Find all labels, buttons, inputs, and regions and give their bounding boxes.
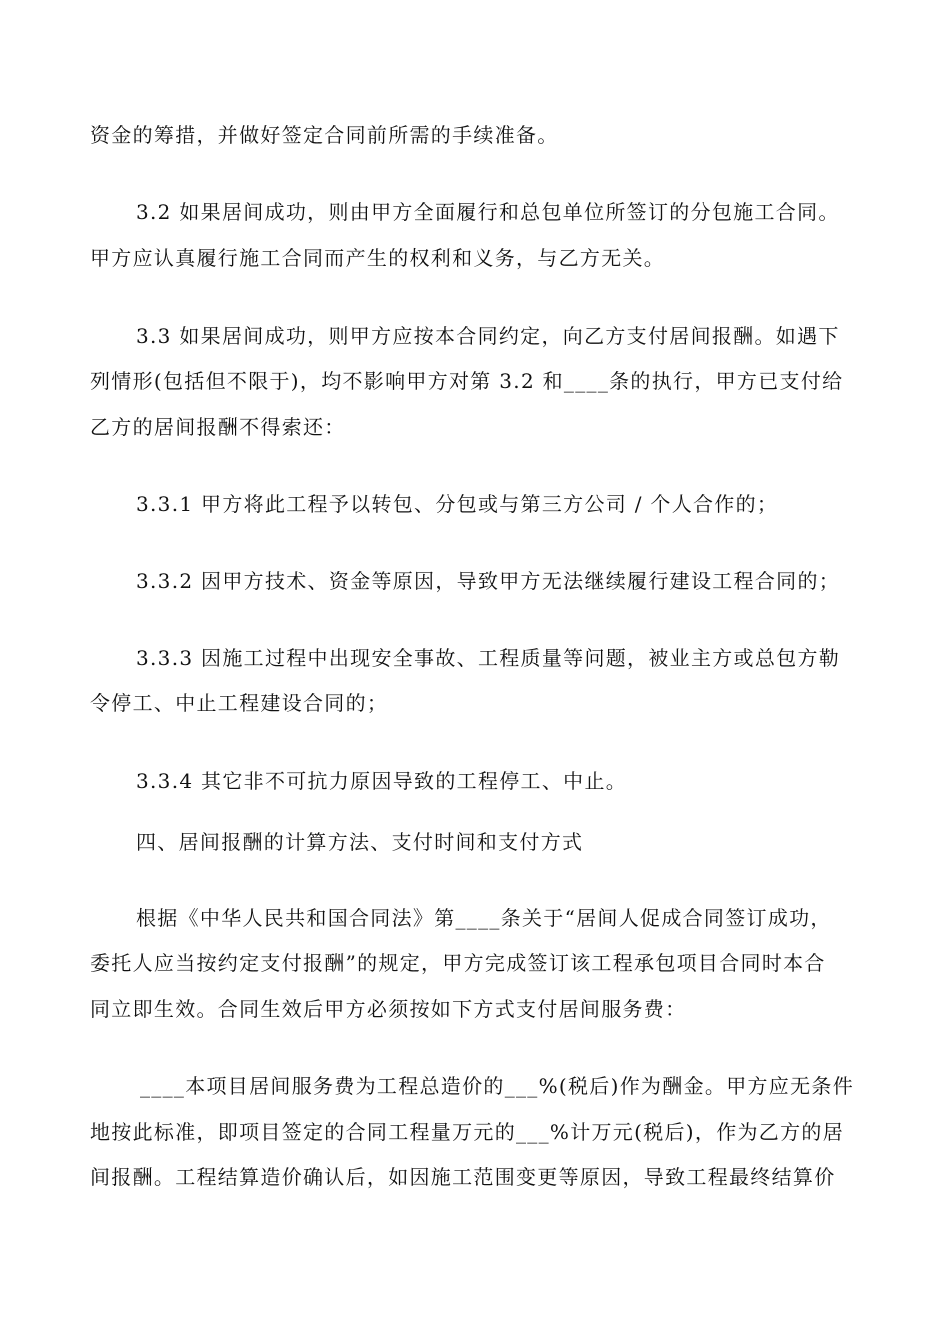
body-text-line: 令停工、中止工程建设合同的；	[90, 691, 389, 715]
body-text-line: 地按此标准，即项目签定的合同工程量万元的___%计万元(税后)，作为乙方的居	[90, 1120, 845, 1144]
clause-3-3-4-line: 3.3.4 其它非不可抗力原因导致的工程停工、中止。	[136, 769, 628, 793]
clause-3-3-line: 3.3 如果居间成功，则甲方应按本合同约定，向乙方支付居间报酬。如遇下	[136, 324, 840, 348]
paragraph-line: ____本项目居间服务费为工程总造价的___%(税后)作为酬金。甲方应无条件	[140, 1074, 855, 1098]
clause-3-2-line: 3.2 如果居间成功，则由甲方全面履行和总包单位所签订的分包施工合同。	[136, 200, 840, 224]
paragraph-line: 根据《中华人民共和国合同法》第____条关于“居间人促成合同签订成功，	[136, 906, 832, 930]
body-text-line: 列情形(包括但不限于)，均不影响甲方对第 3.2 和____条的执行，甲方已支付给	[90, 369, 844, 393]
body-text-line: 间报酬。工程结算造价确认后，如因施工范围变更等原因，导致工程最终结算价	[90, 1165, 836, 1189]
clause-3-3-3-line: 3.3.3 因施工过程中出现安全事故、工程质量等问题，被业主方或总包方勒	[136, 646, 841, 670]
clause-3-3-2-line: 3.3.2 因甲方技术、资金等原因，导致甲方无法继续履行建设工程合同的；	[136, 569, 841, 593]
section-heading: 四、居间报酬的计算方法、支付时间和支付方式	[136, 830, 584, 854]
body-text-line: 同立即生效。合同生效后甲方必须按如下方式支付居间服务费：	[90, 997, 687, 1021]
clause-3-3-1-line: 3.3.1 甲方将此工程予以转包、分包或与第三方公司 / 个人合作的；	[136, 492, 779, 516]
body-text-line: 甲方应认真履行施工合同而产生的权利和义务，与乙方无关。	[90, 246, 666, 270]
body-text-line: 委托人应当按约定支付报酬”的规定，甲方完成签订该工程承包项目合同时本合	[90, 951, 826, 975]
body-text-line: 乙方的居间报酬不得索还：	[90, 415, 346, 439]
body-text-line: 资金的筹措，并做好签定合同前所需的手续准备。	[90, 123, 559, 147]
